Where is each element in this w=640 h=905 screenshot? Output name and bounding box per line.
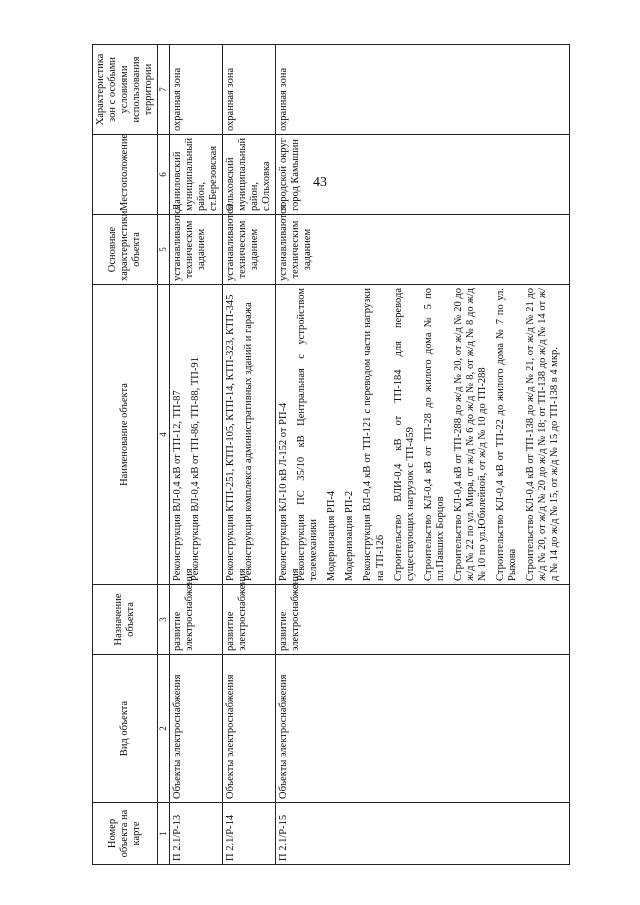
object-name-cell xyxy=(276,285,570,585)
column-number: 2 xyxy=(158,655,169,803)
object-id: П 2.1/Р-15 xyxy=(276,803,570,865)
column-number: 5 xyxy=(158,215,169,285)
column-number-row xyxy=(158,45,169,865)
object-kind: Объекты электроснабжения xyxy=(169,655,222,803)
header-cell-number: Номер объекта на карте xyxy=(93,803,158,865)
object-characteristics: устанавливаются техническим заданием xyxy=(276,215,570,285)
object-purpose: развитие электроснабжения xyxy=(169,585,222,655)
header-cell-characteristics: Основные характеристики объекта xyxy=(93,215,158,285)
object-purpose: развитие электроснабжения xyxy=(276,585,570,655)
header-cell-kind: Вид объекта xyxy=(93,655,158,803)
object-name: Строительство ВЛИ-0,4 кВ от ТП-184 для перевода существующих нагрузок с ТП-459 xyxy=(392,288,416,581)
object-characteristics: устанавливаются техническим заданием xyxy=(222,215,275,285)
object-name: Реконструкция ВЛ-0,4 кВ от ТП-121 с переводом части нагрузки на ТП-126 xyxy=(362,288,386,581)
column-number: 3 xyxy=(158,585,169,655)
object-name: Модернизация РП-4 xyxy=(326,490,338,581)
header-cell-location: Местоположение xyxy=(93,135,158,215)
column-number: 1 xyxy=(158,803,169,865)
header-row xyxy=(93,45,158,865)
object-name: Реконструкция ПС 35/10 кВ Центральная с устройством телемеханики xyxy=(296,288,320,581)
object-name: Строительство КЛ-0,4 кВ от ТП-22 до жилого дома № 7 по ул. Рыкова xyxy=(495,288,519,581)
object-characteristics: устанавливаются техническим заданием xyxy=(169,215,222,285)
object-kind: Объекты электроснабжения xyxy=(276,655,570,803)
header-cell-zone: Характеристика зон с особыми условиями использования территории xyxy=(93,45,158,135)
object-zone: охранная зона xyxy=(276,45,570,135)
object-name: Строительство КЛ-0,4 кВ от ТП-288 до ж/д № 20, от ж/д № 20 до ж/д № 22 по ул. Мира, от ж/д № 6 до ж/д № 8, от ж/д № 8 до ж/д № 10 по ул.Юбилейной, от ж/д № 10 до ТП-288 xyxy=(452,288,488,581)
column-number: 7 xyxy=(158,45,169,135)
object-name: Реконструкция комплекса административных зданий и гаража xyxy=(242,302,254,581)
table-row xyxy=(169,45,222,865)
object-name: Реконструкция КТП-251, КТП-105, КТП-14, КТП-323, КТП-345 xyxy=(224,294,236,581)
object-kind: Объекты электроснабжения xyxy=(222,655,275,803)
object-name-cell xyxy=(222,285,275,585)
object-name: Реконструкция ВЛ-0,4 кВ от ТП-12, ТП-87 xyxy=(171,390,183,581)
object-location: городской округ город Камышин xyxy=(276,135,570,215)
header-cell-name: Наименование объекта xyxy=(93,285,158,585)
object-name: Реконструкция ВЛ-0,4 кВ от ТП-86, ТП-88, ТП-91 xyxy=(189,357,201,581)
object-location: Ольховский муниципальный район, с.Ольховка xyxy=(222,135,275,215)
rotated-table-container xyxy=(92,45,597,865)
object-zone: охранная зона xyxy=(222,45,275,135)
header-cell-purpose: Назначение объекта xyxy=(93,585,158,655)
object-zone: охранная зона xyxy=(169,45,222,135)
object-name-cell xyxy=(169,285,222,585)
object-name: Реконструкция КЛ-10 кВ Л-152 от РП-4 xyxy=(278,402,290,581)
objects-table xyxy=(92,44,570,865)
object-name: Строительство КЛ-0,4 кВ от ТП-28 до жилого дома № 5 по пл.Павших Борцов xyxy=(422,288,446,581)
column-number: 4 xyxy=(158,285,169,585)
page-number: 43 xyxy=(313,175,327,190)
object-id: П 2.1/Р-13 xyxy=(169,803,222,865)
table-row xyxy=(222,45,275,865)
object-location: Даниловский муниципальный район, ст.Березовская xyxy=(169,135,222,215)
object-id: П 2.1/Р-14 xyxy=(222,803,275,865)
object-name: Строительство КЛ-0,4 кВ от ТП-138 до ж/д № 21, от ж/д № 21 до ж/д № 20, от ж/д № 20 до ж/д № 18; от ТП-138 до ж/д № 14 от ж/д № 14 до ж/д № 15, от ж/д № 15 до ТП-138 в 4 мкр. xyxy=(525,288,561,581)
column-number: 6 xyxy=(158,135,169,215)
object-purpose: развитие электроснабжения xyxy=(222,585,275,655)
object-name: Модернизация РП-2 xyxy=(344,490,356,581)
table-row xyxy=(276,45,570,865)
